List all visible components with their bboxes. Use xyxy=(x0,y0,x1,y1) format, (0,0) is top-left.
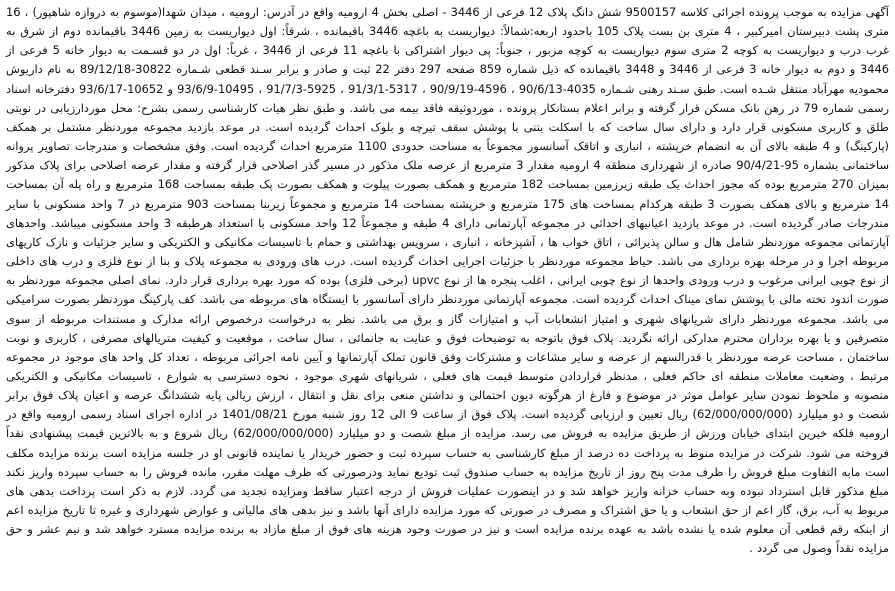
auction-notice-text: آگهی مزایده به موجب پرونده اجرائی کلاسه 9500157 شش دانگ پلاک 12 فرعی از 3446 - اصلی بخش 4 ارومیه واقع در آدرس: ارومیه ، میدان شهدا(موسوم به دروازه شاهپور) ، 16 متری پشت دبیرستان امیرکبیر ، 4 متری بن بست پلاک 105 باحدود اربعه:شمالاً: دیواریست به باغچه 3446 باقیمانده ، شرقاً: اول دیواریست به زمین 3446 باقیمانده دوم از شرق به غرب درب و دیواریست به کوچه 2 متری سوم دیواریست به کوچه مزبور ، جنوباً: پی دیوار اشتراکی با باغچه 11 فرعی از 3446 ، غرباً: اول در دو قسـمت به دیوار خانه 5 فرعی از 3446 و دوم به دیوار خانه 3 فرعی از 3446 و 3448 باقیمانده که ذیل شماره 859 صفحه 297 دفتر 22 ثبت و صادر و برابر سـند قطعی شـماره 30822-89/12/18 به نام داریوش محمودیه مهرآباد منتقل شـده است. طبق سـند رهنی شـماره 4035-90/6/13 ، 4596-90/9/19 ، 5317-91/3/1 ، 5925-91/7/3 ، 10495-93/6/9 و 10652-93/6/17 دفترخانه اسناد رسمی شماره 79 در رهن بانک مسکن قرار گرفته و برابر اعلام بستانکار پرونده ، موردوثیقه فاقد بیمه می باشد. و طبق نظر هیات کارشناسی رسمی بشرح: محل موردارزیابی در نوبتی طلق و کاربری مسکونی قرار دارد و دارای سال ساخت که با اسکلت بتنی با پوشش سقف تیرچه و بلوک احداث گردیده است. در موعد بازدید مجموعه موردنظر مشتمل بر همکف (پارکینگ) و 4 طبقه بالای آن به انضمام خرپشته ، انباری و اتاقک آسانسور مجموعاً به مساحت حدودی 1100 مترمربع احداث گردیده است. وفق مشخصات و مندرجات تصاویر پروانه ساختمانی بشماره 95-90/4/21 صادره از شهرداری منطقه 4 ارومیه مقدار 3 مترمربع از عرصه ملک مذکور در مسیر گذر اصلاحی قرار گرفته و مقدار عرصه اصلاحی برای پلاک مذکور بمیزان 270 مترمربع بوده که مجوز احداث یک طبقه زیرزمین بمساحت 182 مترمربع و همکف بصورت پیلوت و همکف بصورت پک طبقه بمساحت 168 مترمربع و راه پله آن بمساحت 14 مترمربع و بالای همکف بصورت 3 طبقه هرکدام بمساحت های 175 مترمربع و خرپشته بمساحت 14 مترمربع و مجموعاً زیربنا بمساحت 903 مترمربع در 7 واحد مسکونی با سایر مندرجات صادر گردیده است. در موعد بازدید اعیانیهای احداثی در مجموعه آپارتمانی دارای 4 طبقه و مجموعاً 12 واحد مسکونی با استعداد هرطبقه 3 واحد مسکونی میباشد. واحدهای آپارتمانی مجموعه موردنظر شامل هال و سالن پذیرائی ، اتاق خواب ها ، آشپزخانه ، انباری ، سرویس بهداشتی و حمام با تاسیسات مکانیکی و الکتریکی و سایر جزئیات و نازک کاریهای مربوطه اجرا و در مرحله بهره برداری می باشد. حیاط مجموعه موردنظر با جزئیات اجرایی احداث گردیده است. درب های ورودی به مجموعه پلاک و بنا از نوع فلزی و درب های داخلی از نوع چوبی ایرانی مرغوب و درب ورودی واحدها از نوع چوبی ایرانی ، اغلب پنجره ها از نوع upvc (برخی فلزی) بوده که مورد بهره برداری قرار دارد. نمای اصلی مجموعه موردنظر به صورت اندود تخته مالی با پوشش نمای میناک احداث گردیده است. مجموعه آپارتمانی موردنظر دارای آسانسور با ایستگاه های مربوطه می باشد. کف پارکینگ موردنظر بصورت سرامیکی می باشد. مجموعه موردنظر دارای شریانهای شهری و امتیاز انشعابات آب و امتیازات گاز و برق می باشد. نظر به درخواست درخصوص ارائه مدارک و مستندات مربوطه از سوی متصرفین و یا بهره برداران محترم مدارکی ارائه نگردید. پلاک فوق باتوجه به توضیحات فوق و عنایت به جانمائی ، سال ساخت ، موقعیت و کیفیت متریالهای مصرفی ، کاربری و نوبت ساختمان ، مساحت عرصه موردنظر با قدرالسهم از عرصه و سایر مشاعات و مشترکات وفق قانون تملک آپارتمانها و آیین نامه اجرائی مربوطه ، تعداد کل واحد های موجود در مجموعه مرتبط ، وضعیت معاملات منطقه ای حاکم فعلی ، مدنظر قراردادن متوسط قیمت های فعلی ، شریانهای شهری موجود ، نحوه دسترسی به شوارع ، تاسیسات مکانیکی و الکتریکی منصوبه و ملحوظ نمودن سایر عوامل موثر در موضوع و فارغ از هرگونه دیون احتمالی و نداشتن منعی برای نقل و انتقال ، ارزش ریالی پایه ششدانگ عرصه و اعیان پلاک فوق برابر شصت و دو میلیارد (62/000/000/000) ریال تعیین و ارزیابی گردیده است. پلاک فوق از ساعت 9 الی 12 روز شنبه مورخ 1401/08/21 در اداره اجرای اسناد رسمی ارومیه واقع در ارومیه فلکه خیرین ابتدای خیابان ورزش از طریق مزایده به فروش می رسد. مزایده از مبلغ شصت و دو میلیارد (62/000/000/000) ریال شروع و به بالاترین قیمت پیشنهادی نقداً فروخته می شود. شرکت در مزایده منوط به پرداخت ده درصد از مبلغ کارشناسی به حساب سپرده ثبت و حضور خریدار یا نماینده قانونی او در جلسه مزایده است برنده مزایده مکلف است مابه التفاوت مبلغ فروش را ظرف مدت پنج روز از تاریخ مزایده به حساب صندوق ثبت تودیع نماید ودرصورتی که ظرف مهلت مقرر، مانده فروش را به حساب سپرده واریز نکند مبلغ مذکور قابل استرداد نبوده وبه حساب خزانه واریز خواهد شد و در اینصورت عملیات فروش از درجه اعتبار ساقط ومزایده تجدید می گردد. لازم به ذکر است پرداخت بدهی های مربوط به آب، برق، گاز اعم از حق انشعاب و یا حق اشتراک و مصرف در صورتی که مورد مزایده دارای آنها باشد و نیز بدهی های مالیاتی و عوارض شهرداری و غیره تا تاریخ مزایده اعم از اینکه رقم قطعی آن معلوم شده یا نشده باشد به عهده برنده مزایده است و نیز در صورت وجود هزینه های فوق از مبلغ مازاد به برنده مزایده مسترد خواهد شد و نیم عشر و حق مزایده نقداً وصول می گردد . xyxy=(6,5,890,556)
